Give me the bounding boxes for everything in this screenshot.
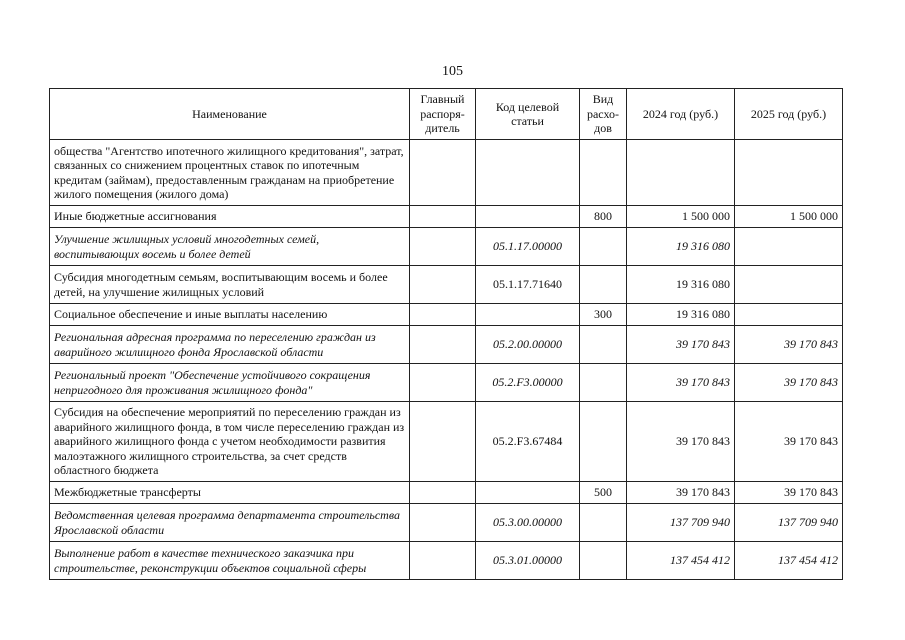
row-value-2025: 137 454 412 bbox=[735, 542, 843, 580]
column-header-name: Наименование bbox=[50, 89, 410, 140]
row-expense-type: 500 bbox=[580, 482, 627, 504]
row-expense-type bbox=[580, 504, 627, 542]
row-expense-type bbox=[580, 402, 627, 482]
row-code bbox=[476, 206, 580, 228]
row-code: 05.2.00.00000 bbox=[476, 326, 580, 364]
row-value-2025 bbox=[735, 140, 843, 206]
row-name: Иные бюджетные ассигнования bbox=[50, 206, 410, 228]
row-value-2025: 39 170 843 bbox=[735, 482, 843, 504]
row-value-2024: 1 500 000 bbox=[627, 206, 735, 228]
row-value-2024 bbox=[627, 140, 735, 206]
row-value-2024: 39 170 843 bbox=[627, 482, 735, 504]
row-code: 05.2.F3.00000 bbox=[476, 364, 580, 402]
row-admin bbox=[410, 140, 476, 206]
row-name: Межбюджетные трансферты bbox=[50, 482, 410, 504]
row-value-2025 bbox=[735, 266, 843, 304]
column-header-admin: Главный распоря-дитель bbox=[410, 89, 476, 140]
row-value-2025: 1 500 000 bbox=[735, 206, 843, 228]
column-header-2024: 2024 год (руб.) bbox=[627, 89, 735, 140]
row-name: Региональная адресная программа по переселению граждан из аварийного жилищного фонда Ярославской области bbox=[50, 326, 410, 364]
row-value-2025: 39 170 843 bbox=[735, 402, 843, 482]
row-value-2024: 39 170 843 bbox=[627, 364, 735, 402]
row-admin bbox=[410, 402, 476, 482]
table-row bbox=[50, 482, 843, 504]
row-admin bbox=[410, 206, 476, 228]
row-code: 05.1.17.00000 bbox=[476, 228, 580, 266]
table-row bbox=[50, 364, 843, 402]
row-expense-type bbox=[580, 542, 627, 580]
row-value-2024: 19 316 080 bbox=[627, 304, 735, 326]
row-value-2024: 137 454 412 bbox=[627, 542, 735, 580]
row-expense-type bbox=[580, 228, 627, 266]
column-header-expense-type: Вид расхо-дов bbox=[580, 89, 627, 140]
row-admin bbox=[410, 482, 476, 504]
row-code bbox=[476, 140, 580, 206]
column-header-2025: 2025 год (руб.) bbox=[735, 89, 843, 140]
row-code: 05.2.F3.67484 bbox=[476, 402, 580, 482]
column-header-code: Код целевой статьи bbox=[476, 89, 580, 140]
row-expense-type bbox=[580, 266, 627, 304]
row-code: 05.1.17.71640 bbox=[476, 266, 580, 304]
row-value-2025 bbox=[735, 304, 843, 326]
row-code: 05.3.00.00000 bbox=[476, 504, 580, 542]
row-name: Ведомственная целевая программа департамента строительства Ярославской области bbox=[50, 504, 410, 542]
row-value-2025: 137 709 940 bbox=[735, 504, 843, 542]
page-number: 105 bbox=[442, 64, 463, 79]
row-admin bbox=[410, 266, 476, 304]
row-admin bbox=[410, 304, 476, 326]
table-body bbox=[50, 140, 843, 580]
row-name: Субсидия на обеспечение мероприятий по переселению граждан из аварийного жилищного фонда, в том числе переселению граждан из аварийного жилищного фонда с учетом необходимости развития малоэтажного жилищного строительства, за счет средств областного бюджета bbox=[50, 402, 410, 482]
row-admin bbox=[410, 542, 476, 580]
row-admin bbox=[410, 364, 476, 402]
table-row bbox=[50, 402, 843, 482]
row-value-2025: 39 170 843 bbox=[735, 326, 843, 364]
table-row bbox=[50, 326, 843, 364]
table-row bbox=[50, 140, 843, 206]
table-row bbox=[50, 266, 843, 304]
row-code bbox=[476, 482, 580, 504]
row-code bbox=[476, 304, 580, 326]
table-row bbox=[50, 542, 843, 580]
row-expense-type: 300 bbox=[580, 304, 627, 326]
row-name: Региональный проект "Обеспечение устойчивого сокращения непригодного для проживания жилищного фонда" bbox=[50, 364, 410, 402]
table-row bbox=[50, 228, 843, 266]
row-name: Улучшение жилищных условий многодетных семей, воспитывающих восемь и более детей bbox=[50, 228, 410, 266]
row-value-2024: 19 316 080 bbox=[627, 266, 735, 304]
row-expense-type: 800 bbox=[580, 206, 627, 228]
row-value-2024: 39 170 843 bbox=[627, 326, 735, 364]
row-admin bbox=[410, 228, 476, 266]
row-value-2024: 39 170 843 bbox=[627, 402, 735, 482]
row-value-2025: 39 170 843 bbox=[735, 364, 843, 402]
row-name: Выполнение работ в качестве технического заказчика при строительстве, реконструкции объектов социальной сферы bbox=[50, 542, 410, 580]
row-value-2024: 19 316 080 bbox=[627, 228, 735, 266]
row-value-2025 bbox=[735, 228, 843, 266]
row-admin bbox=[410, 326, 476, 364]
row-expense-type bbox=[580, 364, 627, 402]
row-code: 05.3.01.00000 bbox=[476, 542, 580, 580]
row-value-2024: 137 709 940 bbox=[627, 504, 735, 542]
table-row bbox=[50, 206, 843, 228]
row-expense-type bbox=[580, 140, 627, 206]
table-row bbox=[50, 304, 843, 326]
row-name: Социальное обеспечение и иные выплаты населению bbox=[50, 304, 410, 326]
row-name: общества "Агентство ипотечного жилищного кредитования", затрат, связанных со снижением процентных ставок по ипотечным кредитам (займам), предоставленным гражданам на приобретение жилого помещения (жилого дома) bbox=[50, 140, 410, 206]
budget-table bbox=[49, 88, 843, 580]
table-header-row bbox=[50, 89, 843, 140]
row-name: Субсидия многодетным семьям, воспитывающим восемь и более детей, на улучшение жилищных условий bbox=[50, 266, 410, 304]
table-row bbox=[50, 504, 843, 542]
row-expense-type bbox=[580, 326, 627, 364]
row-admin bbox=[410, 504, 476, 542]
